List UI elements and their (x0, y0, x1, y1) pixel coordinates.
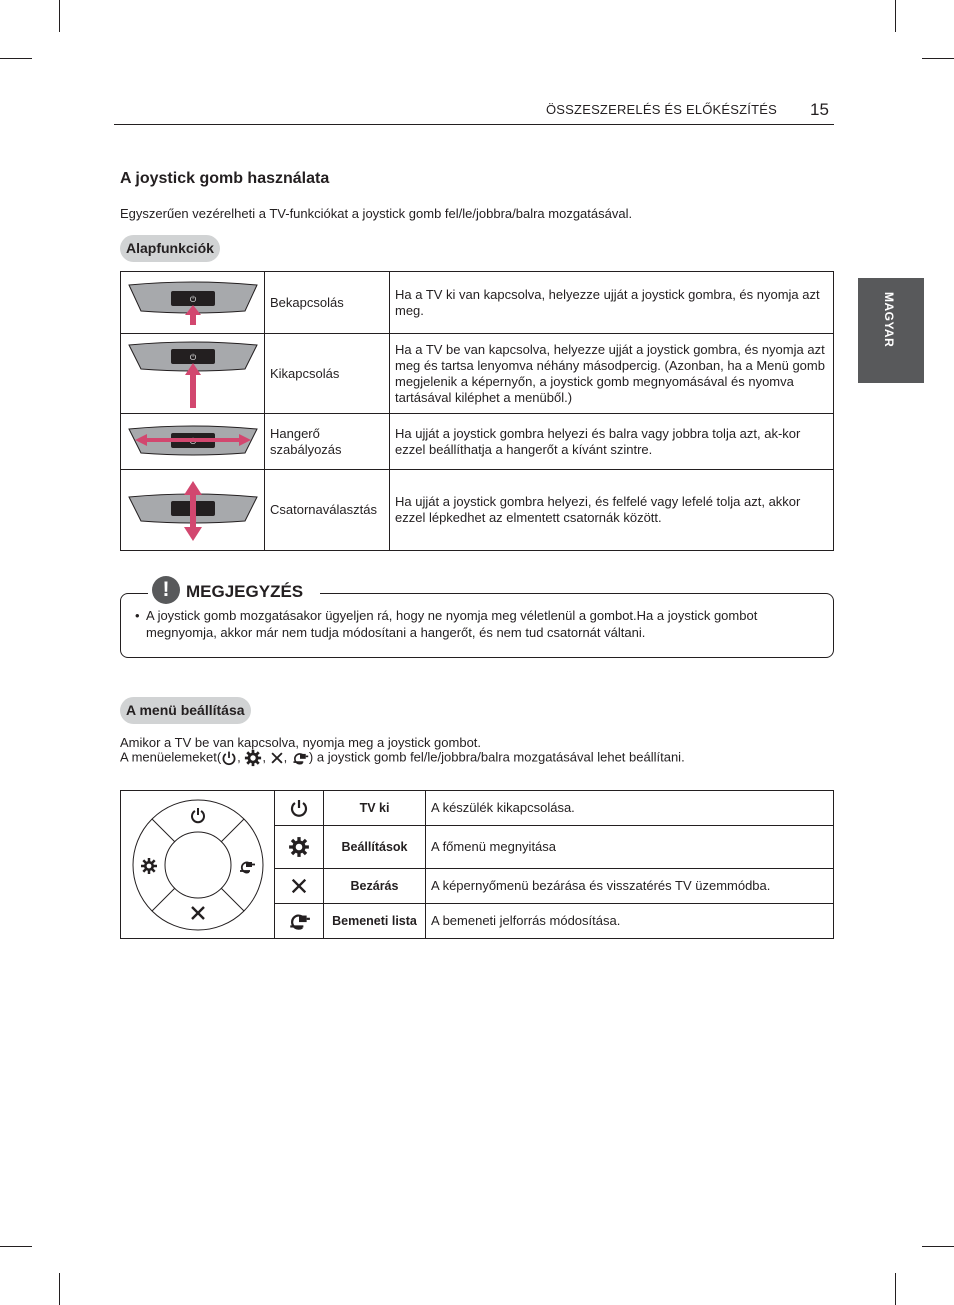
menu-instruction-suffix: ) a joystick gomb fel/le/jobbra/balra mozgatásával lehet beállítani. (308, 749, 685, 765)
language-tab (858, 278, 924, 383)
note-title: MEGJEGYZÉS (186, 582, 304, 601)
svg-text:⏻: ⏻ (189, 294, 197, 304)
note-header (148, 576, 320, 608)
note-bullet-item (135, 607, 815, 641)
header-divider (114, 124, 834, 125)
power-icon (221, 750, 237, 766)
menu-settings-label: A menü beállítása (120, 697, 251, 724)
exclamation-icon: ! (152, 576, 180, 604)
gear-icon (244, 749, 262, 767)
menu-item-label: TV ki (324, 791, 426, 826)
function-description: Ha ujját a joystick gombra helyezi és balra vagy jobbra tolja azt, ak-kor ezzel beállíthatja a hangerőt a kívánt szintre. (390, 414, 834, 470)
crop-mark (59, 1273, 60, 1305)
page-number: 15 (810, 100, 829, 119)
joystick-illustration-power-on (121, 272, 265, 334)
menu-instruction-line2 (120, 749, 685, 767)
bullet: • (135, 608, 140, 623)
joystick-menu-diagram (121, 791, 275, 939)
header-section-title: ÖSSZESZERELÉS ÉS ELŐKÉSZÍTÉS (546, 102, 778, 117)
crop-mark (895, 0, 896, 32)
separator: , (237, 749, 241, 765)
function-description: Ha ujját a joystick gombra helyezi, és felfelé vagy lefelé tolja azt, akkor ezzel lépkedhet az elmentett csatornák között. (390, 470, 834, 551)
crop-mark (922, 58, 954, 59)
menu-item-description: A főmenü megnyitása (426, 826, 834, 869)
table-row (121, 470, 834, 551)
power-icon (275, 791, 324, 826)
note-text: A joystick gomb mozgatásakor ügyeljen rá, hogy ne nyomja meg véletlenül a gombot.Ha a joystick gombot megnyomja, akkor már nem tudja módosítani a hangerőt, és nem tud csatornát váltani. (146, 608, 758, 640)
table-row (121, 791, 834, 826)
basic-functions-table (120, 271, 834, 551)
joystick-illustration-power-off (121, 334, 265, 414)
menu-item-description: A bemeneti jelforrás módosítása. (426, 904, 834, 939)
svg-text:⏻: ⏻ (189, 352, 197, 362)
menu-item-label: Beállítások (324, 826, 426, 869)
menu-item-label: Bezárás (324, 869, 426, 904)
table-row (121, 272, 834, 334)
close-icon (275, 869, 324, 904)
crop-mark (895, 1273, 896, 1305)
joystick-illustration-volume (121, 414, 265, 470)
crop-mark (922, 1246, 954, 1247)
input-icon (291, 750, 309, 766)
basic-functions-label: Alapfunkciók (120, 235, 220, 262)
input-icon (275, 904, 324, 939)
language-tab-label: MAGYAR (882, 292, 896, 348)
close-icon (270, 751, 284, 765)
function-name: Kikapcsolás (265, 334, 390, 414)
table-row (121, 334, 834, 414)
intro-text: Egyszerűen vezérelheti a TV-funkciókat a joystick gomb fel/le/jobbra/balra mozgatásával. (120, 206, 633, 221)
function-name: Csatornaválasztás (265, 470, 390, 551)
crop-mark (0, 58, 32, 59)
joystick-illustration-channel (121, 470, 265, 551)
menu-instruction-prefix: A menüelemeket( (120, 749, 222, 765)
menu-item-label: Bemeneti lista (324, 904, 426, 939)
menu-items-table (120, 790, 834, 939)
separator: , (283, 749, 288, 765)
function-description: Ha a TV ki van kapcsolva, helyezze ujját a joystick gombra, és nyomja azt meg. (390, 272, 834, 334)
separator: , (262, 749, 267, 765)
menu-item-description: A készülék kikapcsolása. (426, 791, 834, 826)
function-name: Bekapcsolás (265, 272, 390, 334)
function-description: Ha a TV be van kapcsolva, helyezze ujját a joystick gombra, és nyomja azt meg és tartsa lenyomva néhány másodpercig. (Azonban, ha a Menü gomb megjelenik a képernyőn, a joystick gomb megnyomásával és nyomva tartásával kiléphet a menüből.) (390, 334, 834, 414)
page-title: A joystick gomb használata (120, 170, 330, 187)
menu-item-description: A képernyőmenü bezárása és visszatérés TV üzemmódba. (426, 869, 834, 904)
table-row (121, 414, 834, 470)
crop-mark (0, 1246, 32, 1247)
menu-instruction-line1: Amikor a TV be van kapcsolva, nyomja meg a joystick gombot. (120, 735, 482, 750)
crop-mark (59, 0, 60, 32)
gear-icon (275, 826, 324, 869)
function-name: Hangerő szabályozás (265, 414, 390, 470)
